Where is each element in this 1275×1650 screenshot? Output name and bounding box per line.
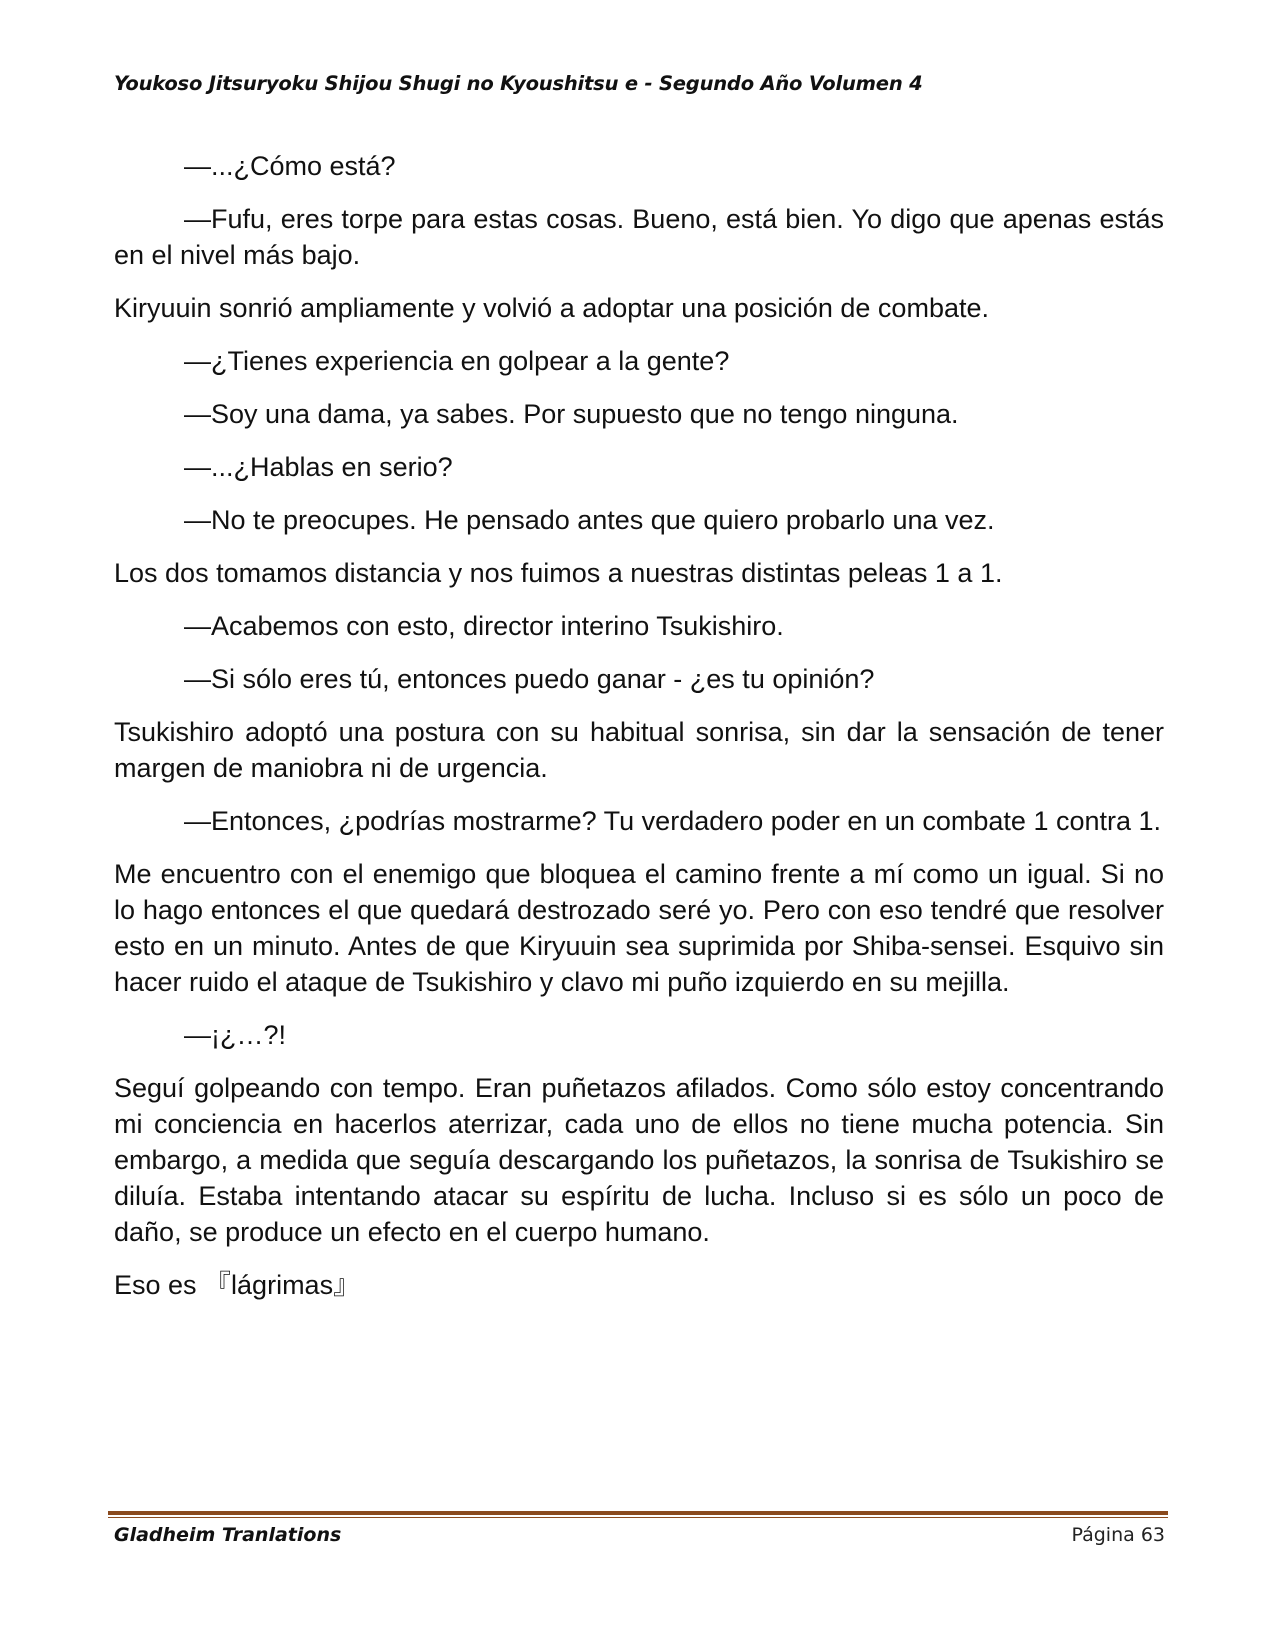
footer-divider: [108, 1511, 1168, 1518]
paragraph: Seguí golpeando con tempo. Eran puñetazos afilados. Como sólo estoy concentrando mi conciencia en hacerlos aterrizar, cada uno de ellos no tiene mucha potencia. Sin embargo, a medida que seguía descargando los puñetazos, la sonrisa de Tsukishiro se diluía. Estaba intentando atacar su espíritu de lucha. Incluso si es sólo un poco de daño, se produce un efecto en el cuerpo humano.: [114, 1073, 1164, 1247]
paragraph: —Acabemos con esto, director interino Tsukishiro.: [184, 611, 784, 641]
page-body: [114, 148, 1164, 1320]
footer-divider-thin: [108, 1517, 1168, 1518]
paragraph: —No te preocupes. He pensado antes que quiero probarlo una vez.: [184, 505, 995, 535]
paragraph: —Fufu, eres torpe para estas cosas. Bueno, está bien. Yo digo que apenas estás en el nivel más bajo.: [114, 204, 1164, 270]
paragraph: —...¿Hablas en serio?: [184, 452, 453, 482]
paragraph: —Si sólo eres tú, entonces puedo ganar - ¿es tu opinión?: [184, 664, 875, 694]
page-number: [1071, 1524, 1165, 1546]
paragraph: —Soy una dama, ya sabes. Por supuesto que no tengo ninguna.: [184, 399, 959, 429]
paragraph: —Entonces, ¿podrías mostrarme? Tu verdadero poder en un combate 1 contra 1.: [184, 806, 1162, 836]
paragraph: —...¿Cómo está?: [184, 151, 396, 181]
paragraph: Los dos tomamos distancia y nos fuimos a nuestras distintas peleas 1 a 1.: [114, 558, 1003, 588]
paragraph: Tsukishiro adoptó una postura con su habitual sonrisa, sin dar la sensación de tener margen de maniobra ni de urgencia.: [114, 717, 1164, 783]
running-header: Youkoso Jitsuryoku Shijou Shugi no Kyoushitsu e - Segundo Año Volumen 4: [114, 72, 923, 95]
footer-divider-thick: [108, 1511, 1168, 1515]
footer-credit: Gladheim Tranlations: [114, 1524, 342, 1546]
paragraph: —¡¿…?!: [184, 1020, 287, 1050]
page-label: Página: [1071, 1524, 1135, 1546]
paragraph: —¿Tienes experiencia en golpear a la gente?: [184, 346, 730, 376]
paragraph: Me encuentro con el enemigo que bloquea el camino frente a mí como un igual. Si no lo hago entonces el que quedará destrozado seré yo. Pero con eso tendré que resolver esto en un minuto. Antes de que Kiryuuin sea suprimida por Shiba-sensei. Esquivo sin hacer ruido el ataque de Tsukishiro y clavo mi puño izquierdo en su mejilla.: [114, 859, 1164, 997]
page-number-value: 63: [1140, 1524, 1165, 1546]
paragraph: Eso es 『lágrimas』: [114, 1270, 361, 1300]
paragraph: Kiryuuin sonrió ampliamente y volvió a adoptar una posición de combate.: [114, 293, 989, 323]
